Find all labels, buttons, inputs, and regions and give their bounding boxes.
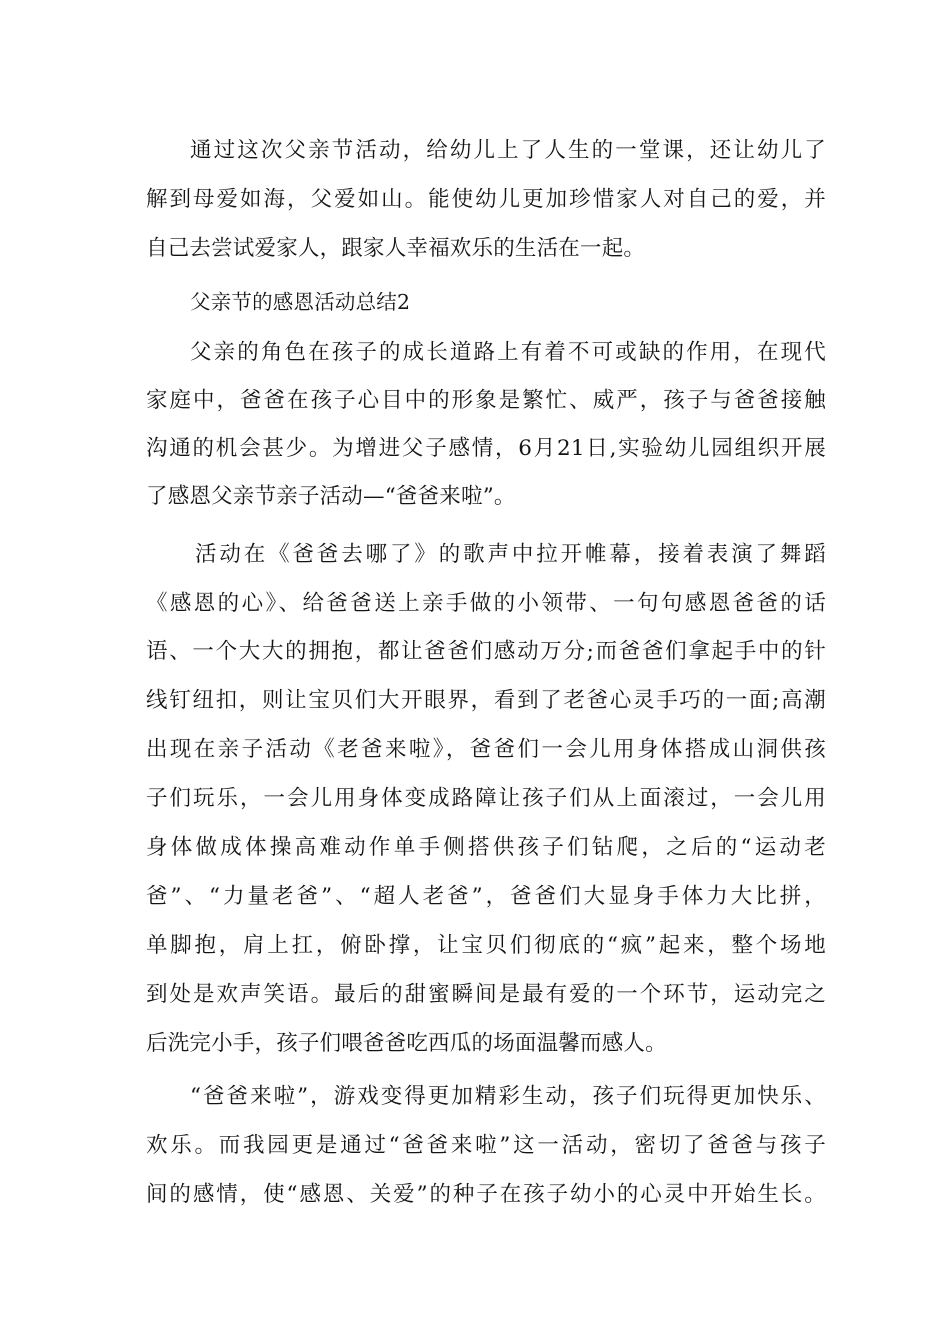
paragraph-1-line-2: 解到母爱如海，父爱如山。能使幼儿更加珍惜家人对自己的爱，并 [146,187,826,212]
section-heading: 父亲节的感恩活动总结2 [190,290,411,314]
paragraph-3-line-9: 单脚抱，肩上扛，俯卧撑，让宝贝们彻底的“疯”起来，整个场地 [146,933,826,958]
paragraph-1-line-3: 自己去尝试爱家人，跟家人幸福欢乐的生活在一起。 [146,236,646,261]
paragraph-3-line-10: 到处是欢声笑语。最后的甜蜜瞬间是最有爱的一个环节，运动完之 [146,982,826,1007]
paragraph-3-line-11: 后洗完小手，孩子们喂爸爸吃西瓜的场面温馨而感人。 [146,1031,667,1056]
paragraph-3-line-3: 语、一个大大的拥抱，都让爸爸们感动万分;而爸爸们拿起手中的针 [146,639,826,664]
paragraph-1-line-1: 通过这次父亲节活动，给幼儿上了人生的一堂课，还让幼儿了 [190,138,826,163]
paragraph-4-line-2: 欢乐。而我园更是通过“爸爸来啦”这一活动，密切了爸爸与孩子 [146,1133,826,1158]
paragraph-4-line-1: “爸爸来啦”，游戏变得更加精彩生动，孩子们玩得更加快乐、 [190,1084,826,1109]
paragraph-2-line-3: 沟通的机会甚少。为增进父子感情，6月21日,实验幼儿园组织开展 [146,436,826,461]
paragraph-2-line-1: 父亲的角色在孩子的成长道路上有着不可或缺的作用，在现代 [190,340,826,365]
paragraph-3-line-4: 线钉纽扣，则让宝贝们大开眼界，看到了老爸心灵手巧的一面;高潮 [146,688,826,713]
paragraph-2-line-2: 家庭中，爸爸在孩子心目中的形象是繁忙、威严，孩子与爸爸接触 [146,388,826,413]
paragraph-3-line-1: 活动在《爸爸去哪了》的歌声中拉开帷幕，接着表演了舞蹈 [195,542,826,567]
paragraph-4-line-3: 间的感情，使“感恩、关爱”的种子在孩子幼小的心灵中开始生长。 [146,1182,826,1207]
paragraph-3-line-8: 爸”、“力量老爸”、“超人老爸”，爸爸们大显身手体力大比拼， [146,884,826,909]
paragraph-2-line-4: 了感恩父亲节亲子活动—“爸爸来啦”。 [146,484,516,509]
paragraph-3-line-2: 《感恩的心》、给爸爸送上亲手做的小领带、一句句感恩爸爸的话 [146,591,826,616]
paragraph-3-line-6: 子们玩乐，一会儿用身体变成路障让孩子们从上面滚过，一会儿用 [146,786,826,811]
paragraph-3-line-7: 身体做成体操高难动作单手侧搭供孩子们钻爬，之后的“运动老 [146,835,826,860]
paragraph-3-line-5: 出现在亲子活动《老爸来啦》，爸爸们一会儿用身体搭成山洞供孩 [146,737,826,762]
